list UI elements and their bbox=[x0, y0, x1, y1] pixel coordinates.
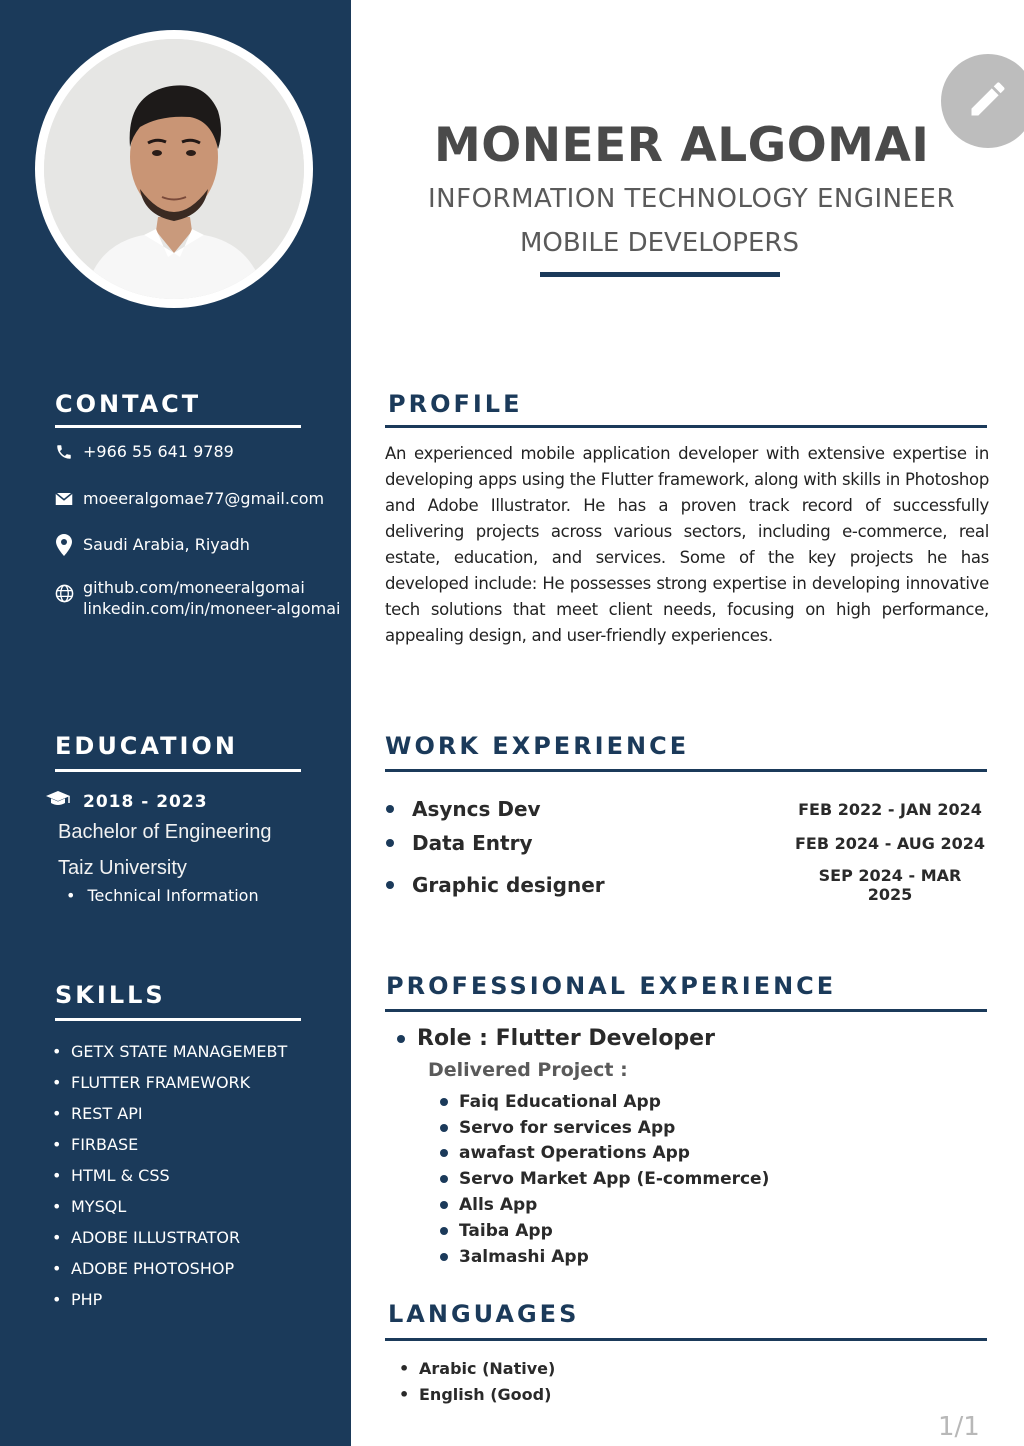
contact-email bbox=[53, 489, 324, 509]
phone-icon bbox=[53, 442, 75, 462]
project-item: Servo for services App bbox=[440, 1115, 769, 1141]
skill-item: • REST API bbox=[52, 1102, 287, 1133]
education-major: • Technical Information bbox=[66, 886, 259, 905]
skills-heading: SKILLS bbox=[55, 981, 166, 1009]
contact-phone bbox=[53, 442, 234, 462]
languages-heading: LANGUAGES bbox=[388, 1300, 580, 1328]
email-text[interactable]: moeeralgomae77@gmail.com bbox=[83, 489, 325, 508]
languages-divider bbox=[385, 1338, 987, 1341]
contact-web bbox=[53, 577, 341, 619]
work-divider bbox=[385, 769, 987, 772]
work-dates: FEB 2024 - AUG 2024 bbox=[794, 833, 986, 853]
work-heading: WORK EXPERIENCE bbox=[385, 732, 690, 760]
sidebar bbox=[0, 0, 351, 1446]
project-item: awafast Operations App bbox=[440, 1141, 769, 1167]
delivered-projects-label: Delivered Project : bbox=[428, 1059, 628, 1081]
work-role: Asyncs Dev bbox=[386, 797, 541, 821]
work-role: Data Entry bbox=[386, 831, 532, 855]
job-title: INFORMATION TECHNOLOGY ENGINEER bbox=[428, 184, 956, 214]
language-item: • English (Good) bbox=[399, 1383, 555, 1409]
work-role: Graphic designer bbox=[386, 873, 605, 897]
project-item: Alls App bbox=[440, 1192, 769, 1218]
professional-heading: PROFESSIONAL EXPERIENCE bbox=[386, 972, 837, 1000]
contact-location bbox=[53, 535, 250, 555]
skills-divider bbox=[55, 1018, 301, 1021]
education-degree: Bachelor of Engineering bbox=[58, 821, 272, 843]
work-dates: FEB 2022 - JAN 2024 bbox=[798, 799, 982, 819]
linkedin-link[interactable]: linkedin.com/in/moneer-algomai bbox=[83, 599, 341, 618]
skill-item: • GETX STATE MANAGEMEBT bbox=[52, 1040, 287, 1071]
language-item: • Arabic (Native) bbox=[399, 1357, 555, 1383]
education-years-text: 2018 - 2023 bbox=[83, 791, 208, 812]
skills-list bbox=[52, 1040, 287, 1319]
project-item: Faiq Educational App bbox=[440, 1089, 769, 1115]
work-dates: SEP 2024 - MAR 2025 bbox=[818, 866, 962, 904]
projects-list bbox=[440, 1089, 769, 1270]
professional-divider bbox=[385, 1009, 987, 1012]
project-item: Taiba App bbox=[440, 1218, 769, 1244]
location-text: Saudi Arabia, Riyadh bbox=[83, 535, 250, 554]
work-item bbox=[386, 797, 986, 821]
title-underline bbox=[540, 272, 780, 277]
work-item bbox=[386, 866, 986, 904]
profile-summary: An experienced mobile application developer with extensive expertise in developing apps using the Flutter framework, along with skills in Photoshop and Adobe Illustrator. He has a proven track record of successfully delivering projects across various sectors, including e-commerce, real estate, education, and services. Some of the key projects he has developed include: He possesses strong expertise in developing innovative tech solutions that meet client needs, focusing on high performance, appealing design, and user-friendly experiences. bbox=[385, 444, 989, 645]
work-item bbox=[386, 831, 986, 855]
education-university: Taiz University bbox=[58, 857, 187, 879]
job-subtitle: MOBILE DEVELOPERS bbox=[520, 228, 799, 258]
skill-item: • FIRBASE bbox=[52, 1133, 287, 1164]
pencil-icon bbox=[966, 77, 1010, 126]
profile-heading: PROFILE bbox=[388, 390, 523, 418]
location-pin-icon bbox=[53, 535, 75, 555]
skill-item: • HTML & CSS bbox=[52, 1164, 287, 1195]
skill-item: • MYSQL bbox=[52, 1195, 287, 1226]
profile-photo bbox=[44, 39, 304, 299]
phone-text[interactable]: +966 55 641 9789 bbox=[83, 442, 234, 461]
languages-list bbox=[399, 1357, 555, 1409]
education-heading: EDUCATION bbox=[55, 732, 238, 760]
education-years bbox=[45, 790, 208, 813]
page-indicator: 1/1 bbox=[938, 1412, 980, 1442]
edit-button[interactable] bbox=[941, 54, 1024, 148]
skill-item: • ADOBE PHOTOSHOP bbox=[52, 1257, 287, 1288]
skill-item: • PHP bbox=[52, 1288, 287, 1319]
skill-item: • FLUTTER FRAMEWORK bbox=[52, 1071, 287, 1102]
graduation-cap-icon bbox=[45, 790, 73, 813]
professional-role: Role : Flutter Developer bbox=[397, 1026, 715, 1051]
candidate-name: MONEER ALGOMAI bbox=[434, 118, 930, 173]
github-link[interactable]: github.com/moneeralgomai bbox=[83, 578, 305, 597]
skill-item: • ADOBE ILLUSTRATOR bbox=[52, 1226, 287, 1257]
project-item: Servo Market App (E-commerce) bbox=[440, 1166, 769, 1192]
contact-divider bbox=[55, 425, 301, 428]
project-item: 3almashi App bbox=[440, 1244, 769, 1270]
globe-icon bbox=[53, 583, 75, 603]
contact-heading: CONTACT bbox=[55, 390, 202, 418]
web-links bbox=[83, 577, 341, 619]
mail-icon bbox=[53, 489, 75, 509]
education-divider bbox=[55, 769, 301, 772]
profile-photo-frame bbox=[35, 30, 313, 308]
profile-divider bbox=[385, 425, 987, 428]
